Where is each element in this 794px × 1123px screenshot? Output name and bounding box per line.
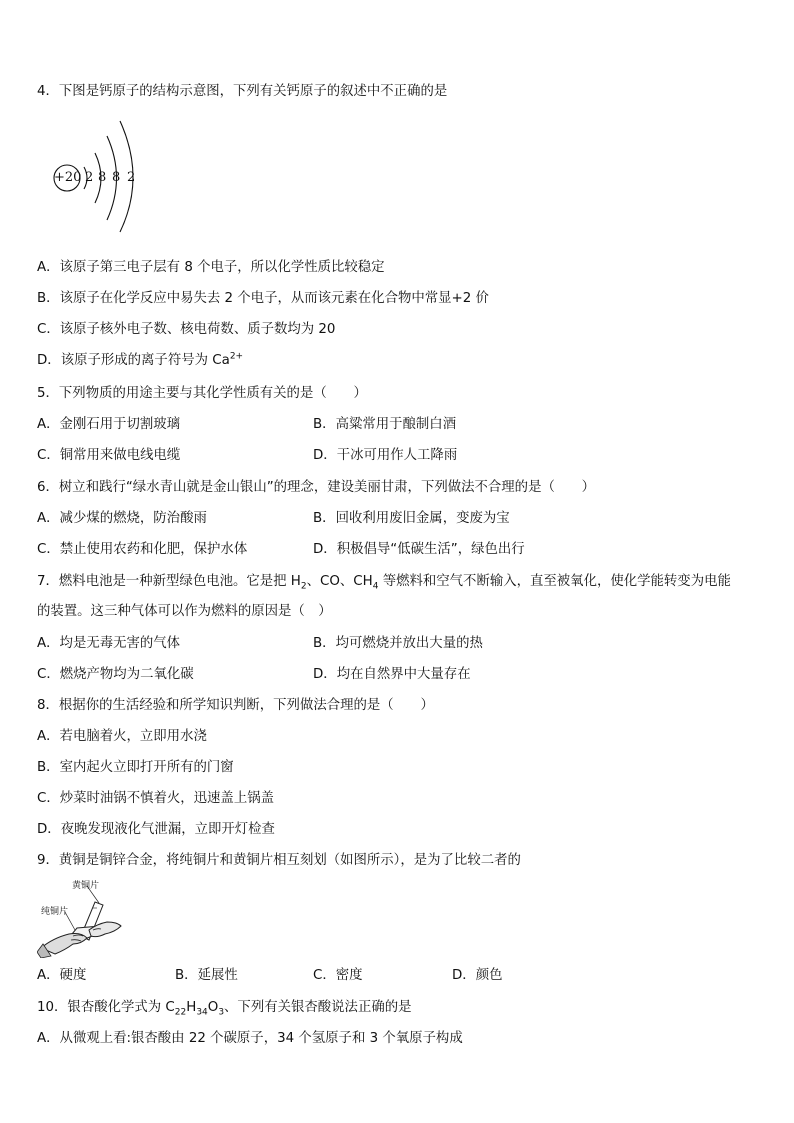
q4-stem: 4．下图是钙原子的结构示意图，下列有关钙原子的叙述中不正确的是: [37, 84, 448, 99]
copper-plate-label: 纯铜片: [41, 907, 69, 917]
q8-option-c[interactable]: C．炒菜时油锅不慎着火，迅速盖上锅盖: [37, 791, 274, 806]
q4-option-d[interactable]: [37, 352, 243, 370]
hydrogen-subscript: 34: [196, 1007, 208, 1018]
q6-option-b[interactable]: B．回收利用废旧金属，变废为宝: [313, 511, 510, 526]
q4-option-a[interactable]: A．该原子第三电子层有 8 个电子，所以化学性质比较稳定: [37, 260, 385, 275]
q7-option-c[interactable]: C．燃烧产物均为二氧化碳: [37, 667, 194, 682]
q10-stem-part3: O: [207, 1000, 219, 1015]
q7-stem-part2: 、CO、CH: [306, 574, 373, 589]
q9-option-c[interactable]: C．密度: [313, 968, 363, 983]
q8-option-d[interactable]: D．夜晚发现液化气泄漏，立即开灯检查: [37, 822, 275, 837]
q6-stem: 6．树立和践行“绿水青山就是金山银山”的理念，建设美丽甘肃，下列做法不合理的是（ ）: [37, 480, 596, 495]
q6-option-d[interactable]: D．积极倡导“低碳生活”，绿色出行: [313, 542, 525, 557]
q5-option-a[interactable]: A．金刚石用于切割玻璃: [37, 417, 181, 432]
q5-option-b[interactable]: B．高粱常用于酿制白酒: [313, 417, 457, 432]
q7-option-d[interactable]: D．均在自然界中大量存在: [313, 667, 471, 682]
q9-option-b[interactable]: B．延展性: [175, 968, 238, 983]
q9-option-d[interactable]: D．颜色: [452, 968, 503, 983]
calcium-atom-diagram: [50, 118, 160, 234]
nucleus-charge-label: +20: [54, 170, 82, 185]
q7-stem-line2: 的装置。这三种气体可以作为燃料的原因是（ ）: [37, 604, 332, 619]
q4-option-c[interactable]: C．该原子核外电子数、核电荷数、质子数均为 20: [37, 322, 336, 337]
q7-option-b[interactable]: B．均可燃烧并放出大量的热: [313, 636, 483, 651]
q10-stem-part1: 10．银杏酸化学式为 C: [37, 1000, 175, 1015]
shell-4-count: 2: [127, 170, 136, 185]
brass-copper-scratch-figure: [37, 878, 123, 958]
shell-1-count: 2: [85, 170, 94, 185]
q8-stem: 8．根据你的生活经验和所学知识判断，下列做法合理的是（ ）: [37, 698, 434, 713]
q7-stem-part3: 等燃料和空气不断输入，直至被氧化，使化学能转变为电能: [378, 574, 731, 589]
q10-option-a[interactable]: A．从微观上看:银杏酸由 22 个碳原子，34 个氢原子和 3 个氧原子构成: [37, 1031, 463, 1046]
ion-charge-superscript: 2+: [229, 351, 244, 362]
brass-plate-label: 黄铜片: [72, 881, 100, 891]
q4-option-d-text: D．该原子形成的离子符号为 Ca: [37, 353, 230, 368]
q5-stem: 5．下列物质的用途主要与其化学性质有关的是（ ）: [37, 386, 367, 401]
shell-3-count: 8: [112, 170, 121, 185]
q9-option-a[interactable]: A．硬度: [37, 968, 87, 983]
h2-subscript: 2: [300, 581, 307, 592]
q8-option-b[interactable]: B．室内起火立即打开所有的门窗: [37, 760, 234, 775]
q10-stem-part2: H: [186, 1000, 197, 1015]
oxygen-subscript: 3: [218, 1007, 225, 1018]
q9-stem: 9．黄铜是铜锌合金，将纯铜片和黄铜片相互刻划（如图所示），是为了比较二者的: [37, 853, 521, 868]
q10-stem: [37, 999, 412, 1017]
q7-stem: [37, 573, 731, 591]
ch4-subscript: 4: [372, 581, 379, 592]
q8-option-a[interactable]: A．若电脑着火，立即用水浇: [37, 729, 207, 744]
q6-option-a[interactable]: A．减少煤的燃烧，防治酸雨: [37, 511, 207, 526]
shell-2-count: 8: [98, 170, 107, 185]
q5-option-d[interactable]: D．干冰可用作人工降雨: [313, 448, 458, 463]
q7-stem-part1: 7．燃料电池是一种新型绿色电池。它是把 H: [37, 574, 301, 589]
q10-stem-part4: 、下列有关银杏酸说法正确的是: [224, 1000, 412, 1015]
q4-option-b[interactable]: B．该原子在化学反应中易失去 2 个电子，从而该元素在化合物中常显+2 价: [37, 291, 489, 306]
q5-option-c[interactable]: C．铜常用来做电线电缆: [37, 448, 181, 463]
carbon-subscript: 22: [174, 1007, 187, 1018]
q7-option-a[interactable]: A．均是无毒无害的气体: [37, 636, 181, 651]
q6-option-c[interactable]: C．禁止使用农药和化肥，保护水体: [37, 542, 248, 557]
